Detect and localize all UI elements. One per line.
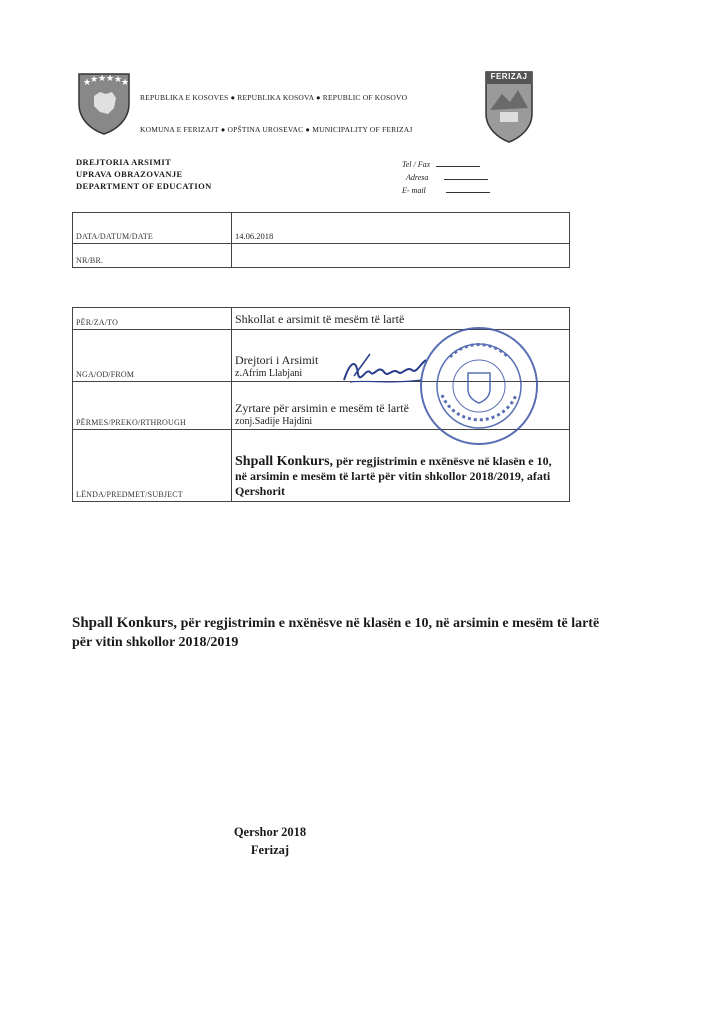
- department-block: [76, 156, 212, 192]
- contact-block: [402, 158, 490, 197]
- tel-fax-label: Tel / Fax: [402, 160, 431, 169]
- subject-label: LËNDA/PREDMET/SUBJECT: [73, 430, 232, 502]
- number-value: [232, 244, 570, 268]
- svg-text:★: ★: [90, 75, 99, 85]
- tel-fax-blank: [436, 166, 480, 167]
- number-label: NR/BR.: [73, 244, 232, 268]
- from-title: Drejtori i Arsimit: [235, 353, 319, 367]
- municipal-seal-label: FERIZAJ: [490, 72, 528, 81]
- footer-city: Ferizaj: [250, 843, 290, 857]
- header-municipality-line: KOMUNA E FERIZAJT ● OPŠTINA UROSEVAC ● MUNICIPALITY OF FERIZAJ: [140, 125, 413, 134]
- subject-lead: Shpall Konkurs,: [235, 454, 334, 469]
- from-name: z.Afrim Llabjani: [235, 368, 303, 379]
- department-name-sq: DREJTORIA ARSIMIT: [76, 157, 172, 167]
- svg-text:★: ★: [114, 75, 123, 85]
- email-blank: [446, 192, 490, 193]
- svg-text:★: ★: [106, 74, 115, 84]
- email-label: E- mail: [402, 186, 426, 195]
- to-value: Shkollat e arsimit të mesëm të lartë: [232, 308, 570, 330]
- title-lead: Shpall Konkurs,: [72, 615, 178, 631]
- address-blank: [444, 179, 488, 180]
- footer-block: [210, 823, 330, 859]
- department-name-sr: UPRAVA OBRAZOVANJE: [76, 169, 183, 179]
- subject-text: për regjistrimin e nxënësve në klasën e 10, në arsimin e mesëm të lartë për vitin shkollor 2018/2019, afati Qershorit: [235, 454, 552, 498]
- ferizaj-municipal-seal-icon: [484, 70, 534, 144]
- official-stamp-icon: [418, 325, 540, 447]
- kosovo-coat-of-arms-icon: [76, 70, 132, 136]
- date-value: 14.06.2018: [232, 213, 570, 244]
- header-state-line: REPUBLIKA E KOSOVES ● REPUBLIKA KOSOVA ● REPUBLIC OF KOSOVO: [140, 93, 408, 102]
- address-label: Adresa: [406, 173, 429, 182]
- through-label: PËRMES/PREKO/RTHROUGH: [73, 382, 232, 430]
- through-name: zonj.Sadije Hajdini: [235, 416, 313, 427]
- svg-text:★: ★: [83, 78, 92, 88]
- to-label: PËR/ZA/TO: [73, 308, 232, 330]
- through-title: Zyrtare për arsimin e mesëm të lartë: [235, 401, 409, 415]
- date-label: DATA/DATUM/DATE: [73, 213, 232, 244]
- director-signature-icon: [340, 350, 430, 390]
- title-text: për regjistrimin e nxënësve në klasën e 10, në arsimin e mesëm të lartë për vitin shkollor 2018/2019: [72, 616, 600, 650]
- from-label: NGA/OD/FROM: [73, 330, 232, 382]
- svg-text:★: ★: [98, 74, 107, 84]
- date-number-table: [72, 212, 570, 268]
- svg-text:★: ★: [121, 78, 130, 88]
- document-title: [72, 614, 612, 652]
- footer-month: Qershor 2018: [233, 825, 307, 839]
- department-name-en: DEPARTMENT OF EDUCATION: [76, 181, 212, 191]
